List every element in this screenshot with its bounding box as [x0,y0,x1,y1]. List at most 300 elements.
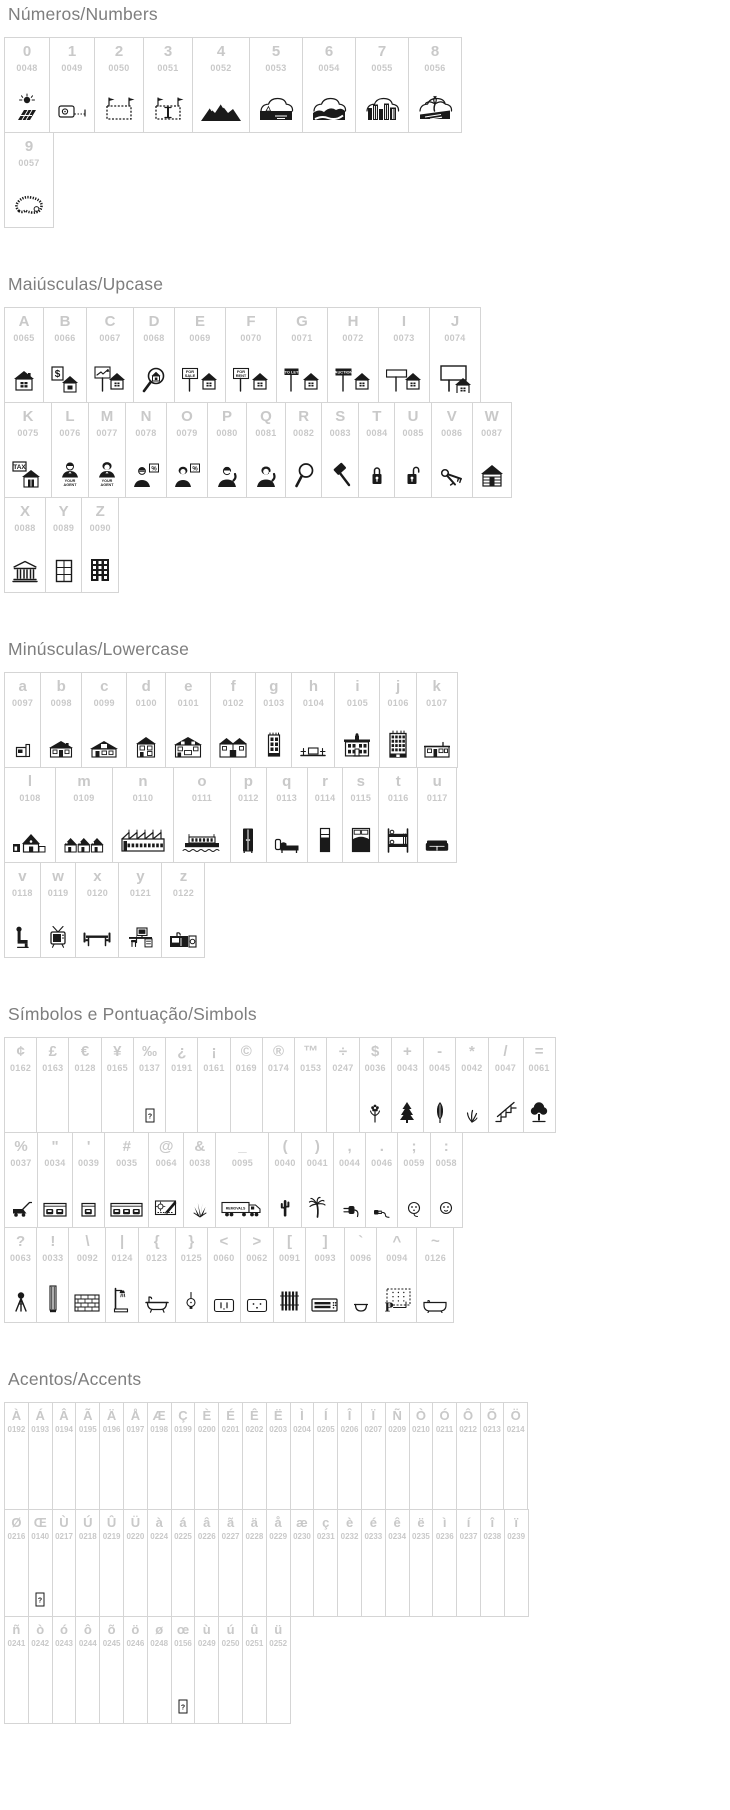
cell-character: v [18,868,27,885]
glyph-row [4,862,205,958]
glyph-cell [40,672,82,768]
glyph-cell [416,672,458,768]
cell-code: 0102 [222,697,244,708]
cell-character: \ [85,1233,90,1250]
cell-character: 8 [430,43,440,60]
cell-character: " [51,1138,59,1155]
glyph-cell [359,1037,392,1133]
cell-code: 0230 [293,1532,311,1542]
cell-character: z [179,868,188,885]
cell-code: 0045 [429,1062,451,1073]
for-rent-sign-house-icon [233,359,269,393]
cell-character: Z [95,503,105,520]
cell-code: 0043 [396,1062,419,1073]
cell-character: Ò [415,1408,426,1423]
glyph-cell [266,1616,291,1724]
glyph-cell [4,1037,37,1133]
glyph-cell [480,1509,505,1617]
svg-text:?: ? [38,1597,43,1605]
glyph-cell [52,1616,77,1724]
glyph-cell [361,1509,386,1617]
glyph-cell [4,307,44,403]
glyph-table [4,1037,726,1323]
cell-code: 0034 [44,1157,66,1168]
garage-triple-icon [110,1194,143,1218]
cell-code: 0103 [263,697,285,708]
cell-code: 0193 [31,1425,50,1435]
glyph-cell [99,1616,124,1724]
glyph-cell [416,1227,454,1323]
cell-character: È [202,1408,212,1423]
cell-code: 0036 [364,1062,386,1073]
agave-plant-icon [193,1192,207,1218]
cell-code: 0211 [435,1425,454,1435]
cell-character: ` [358,1233,364,1250]
glyph-cell [431,402,473,498]
cell-character: n [138,773,148,790]
glyph-row [4,307,481,403]
cell-code: 0074 [444,332,466,343]
cell-character: Œ [33,1515,47,1530]
glyph-cell [417,767,457,863]
price-sign-house-icon [51,358,79,393]
bank-building-icon [12,552,38,583]
armchair-icon [14,918,30,948]
cell-character: P [221,408,232,425]
cell-code: 0246 [126,1639,145,1649]
glyph-cell [147,1402,172,1510]
cell-code: 0098 [50,697,72,708]
glyph-cell [408,37,462,133]
duplex-house-icon [173,728,203,758]
glyph-cell [266,767,308,863]
cell-code: 0214 [506,1425,525,1435]
glyph-cell [148,1132,184,1228]
cell-code: 0238 [483,1532,502,1542]
picket-fence-icon [280,1281,299,1313]
cell-code: 0194 [55,1425,73,1435]
cell-code: 0118 [12,887,33,898]
glyph-cell [37,1132,73,1228]
glyph-cell [210,672,256,768]
cell-code: 0106 [387,697,409,708]
cell-character: / [503,1043,508,1060]
glyph-cell [273,1227,306,1323]
cell-character: . [379,1138,384,1155]
cell-code: 0205 [316,1425,335,1435]
house-icon [12,361,36,393]
cell-character: < [219,1233,229,1250]
missing-glyph-icon [145,1100,155,1123]
section-title: Números/Numbers [8,4,158,24]
cell-code: 0112 [238,792,259,803]
keys-icon [439,459,465,488]
glyph-cell [52,1402,77,1510]
cell-character: q [282,773,292,790]
cell-character: X [19,503,30,520]
glyph-cell [480,1402,505,1510]
parking-plan-icon [382,1280,411,1313]
glyph-cell [52,1509,77,1617]
cell-code: 0210 [412,1425,430,1435]
glyph-cell [276,307,328,403]
cell-code: 0062 [246,1252,268,1263]
cell-character: É [226,1408,235,1423]
cell-character: â [203,1515,211,1530]
glyph-cell [75,1402,100,1510]
bunk-bed-icon [386,819,410,853]
cell-code: 0111 [191,792,213,803]
missing-glyph-icon [35,1584,45,1607]
cell-character: ] [322,1233,328,1250]
cell-code: 0051 [157,62,179,73]
cell-code: 0234 [388,1532,407,1542]
glyph-cell [86,307,134,403]
billboard-house-icon [437,357,473,393]
cell-character: e [184,678,193,695]
cell-character: ® [272,1043,285,1060]
cell-code: 0140 [31,1532,50,1542]
cell-character: ‰ [142,1043,158,1060]
svg-text:AUCTION: AUCTION [335,369,353,375]
office-block-icon [388,722,408,758]
cell-code: 0219 [102,1532,121,1542]
cell-character: L [65,408,75,425]
cell-code: 0202 [245,1425,264,1435]
glyph-cell [355,37,409,133]
cell-code: 0048 [16,62,38,73]
section-upcase [4,274,726,593]
cell-character: ! [50,1233,56,1250]
cell-character: T [372,408,382,425]
cell-character: D [148,313,160,330]
cell-code: 0038 [189,1157,211,1168]
glyph-cell [268,1132,301,1228]
glyph-cell [242,1509,267,1617]
glyph-cell [432,1509,457,1617]
glyph-cell [197,1037,230,1133]
sofa-icon [425,830,449,853]
cell-character: U [407,408,419,425]
cell-character: d [141,678,151,695]
cell-character: ? [16,1233,26,1250]
cell-code: 0209 [388,1425,407,1435]
glyph-cell [455,1037,488,1133]
single-bed-icon [319,819,331,853]
cell-character: s [356,773,365,790]
svg-text:FOR: FOR [185,369,195,374]
glyph-row [4,497,119,593]
glyph-cell [94,37,144,133]
cell-character: j [396,678,401,695]
cell-character: [ [287,1233,293,1250]
cell-character: Á [35,1408,45,1423]
cell-code: 0052 [210,62,232,73]
glyph-cell [218,1402,243,1510]
glyph-cell [337,1509,362,1617]
glyph-cell [523,1037,556,1133]
glyph-cell [313,1509,338,1617]
glyph-cell [294,1037,327,1133]
glyph-cell [456,1509,481,1617]
glyph-cell [262,1037,295,1133]
outlet-slots-icon [213,1290,235,1313]
apartment-block-icon [89,549,111,583]
glyph-cell [165,1037,198,1133]
glyph-cell [118,862,162,958]
cell-character: æ [296,1515,308,1530]
glyph-cell [432,1402,456,1510]
cell-code: 0239 [507,1532,526,1542]
cell-character: £ [48,1043,58,1060]
cell-code: 0161 [203,1062,225,1073]
cell-character: è [345,1515,354,1530]
kitchen-sink-icon [169,922,197,948]
cell-code: 0213 [483,1425,501,1435]
cell-code: 0049 [61,62,83,73]
cell-code: 0066 [54,332,76,343]
cell-code: 0217 [55,1532,73,1542]
glyph-cell [225,307,277,403]
glyph-cell [194,1616,219,1724]
glyph-cell [327,307,379,403]
cell-character: + [403,1043,412,1060]
glyph-cell [4,497,46,593]
gavel-icon [329,454,351,488]
glyph-cell [72,1132,105,1228]
cell-code: 0071 [291,332,313,343]
svg-text:TAX: TAX [13,464,26,471]
glyph-cell [409,1509,434,1617]
cell-character: Ü [130,1515,141,1530]
outlet-dots-icon [246,1290,268,1313]
cell-character: = [534,1043,544,1060]
cell-code: 0058 [435,1157,457,1168]
school-building-icon [342,724,372,758]
glyph-row [4,767,457,863]
glyph-cell [133,307,175,403]
missing-glyph-icon [178,1691,188,1714]
glyph-cell [123,1616,148,1724]
glyph-cell [361,1402,386,1510]
cell-character: k [432,678,441,695]
glyph-cell [75,1616,100,1724]
cell-code: 0114 [314,792,336,803]
cell-code: 0203 [269,1425,288,1435]
glyph-row [4,1227,454,1323]
cell-character: Ö [510,1408,521,1423]
lock-closed-icon [370,456,384,488]
small-house-icon [15,734,31,758]
townhouse-icon [266,724,282,758]
cell-code: 0081 [255,427,277,438]
glyph-cell [334,672,380,768]
cell-code: 0232 [340,1532,359,1542]
cell-code: 0105 [346,697,369,708]
cell-code: 0200 [197,1425,216,1435]
cell-code: 0085 [402,427,424,438]
cell-character: g [269,678,279,695]
cell-code: 0093 [314,1252,336,1263]
cell-character: ñ [12,1622,21,1637]
cell-character: ¡ [211,1043,217,1060]
cell-character: K [22,408,34,425]
cell-code: 0068 [143,332,165,343]
glyph-row [4,672,458,768]
cell-code: 0100 [135,697,157,708]
glyph-cell [430,1132,463,1228]
glyph-cell [230,1037,263,1133]
log-cabin-icon [480,456,504,488]
cactus-icon [280,1190,290,1218]
glyph-row [4,402,512,498]
cell-code: 0156 [174,1639,192,1649]
cell-character: À [11,1408,22,1423]
cell-character: ' [86,1138,91,1155]
cell-code: 0113 [276,792,298,803]
cell-code: 0236 [435,1532,454,1542]
lake-boat-icon [257,87,295,123]
cell-character: Ó [439,1408,450,1423]
cell-code: 0243 [55,1639,73,1649]
glyph-cell [266,1402,291,1510]
cell-character: ü [274,1622,283,1637]
cell-character: E [194,313,205,330]
cell-character: Å [130,1408,141,1423]
cell-character: û [250,1622,259,1637]
glyph-cell [171,1616,196,1724]
cell-code: 0119 [47,887,69,898]
flower-icon [368,1095,382,1123]
cell-code: 0137 [138,1062,161,1073]
cell-code: 0063 [10,1252,32,1263]
cell-code: 0245 [102,1639,121,1649]
glyph-cell [321,402,359,498]
cell-character: ù [202,1622,211,1637]
cell-character: : [443,1138,449,1155]
leafy-tree-icon [530,1093,548,1123]
cell-character: ì [442,1515,447,1530]
magnifier-icon [294,454,314,488]
glyph-cell [285,402,322,498]
cell-character: Õ [486,1408,497,1423]
cell-code: 0041 [306,1157,328,1168]
glyph-cell [409,1402,434,1510]
cell-code: 0197 [126,1425,145,1435]
glyph-cell [307,767,344,863]
cell-character: 0 [22,43,32,60]
glyph-cell [49,37,95,133]
cell-character: ú [226,1622,235,1637]
cell-character: H [347,313,359,330]
magnifier-house-icon [141,358,167,393]
glyph-row [4,1509,529,1617]
cell-character: f [230,678,236,695]
cell-character: Ú [83,1515,93,1530]
cell-code: 0086 [441,427,463,438]
cell-code: 0065 [13,332,35,343]
svg-text:$: $ [54,369,61,380]
glyph-cell [81,672,127,768]
glyph-cell [230,767,267,863]
cell-code: 0073 [393,332,415,343]
glyph-cell [68,1037,101,1133]
cell-code: 0096 [350,1252,372,1263]
cell-character: ~ [431,1233,440,1250]
cell-code: 0204 [293,1425,311,1435]
cell-character: à [155,1515,163,1530]
glyph-cell [192,37,250,133]
glyph-table [4,1402,726,1724]
cell-code: 0061 [528,1062,550,1073]
tropical-beach-icon [416,87,454,123]
svg-text:YOUR: YOUR [64,478,76,483]
cell-character: > [252,1233,262,1250]
cell-character: | [119,1233,125,1250]
glyph-cell [28,1616,53,1724]
section-symbols [4,1004,726,1323]
bathtub-top-icon [422,1291,448,1313]
glyph-cell [290,1509,315,1617]
cell-character: - [437,1043,443,1060]
cell-character: O [181,408,193,425]
cell-character: Y [58,503,69,520]
bathtub-side-icon [144,1287,170,1313]
cell-code: 0042 [461,1062,483,1073]
cell-code: 0108 [19,792,41,803]
glyph-cell [112,767,174,863]
to-let-sign-house-icon [284,359,320,393]
cell-code: 0059 [403,1157,425,1168]
cell-character: ë [417,1515,425,1530]
cell-character: B [59,313,71,330]
glyph-cell [105,1227,138,1323]
cell-character: ö [131,1622,140,1637]
glyph-cell [4,1509,29,1617]
cell-character: R [298,408,310,425]
cell-character: õ [107,1622,116,1637]
cell-character: å [274,1515,282,1530]
mountains-icon [200,91,242,123]
swimming-pool-icon [12,182,46,218]
cell-character: t [395,773,401,790]
glyph-cell [266,1509,291,1617]
cell-character: 2 [114,43,124,60]
glyph-cell [379,672,416,768]
cell-character: i [355,678,360,695]
svg-text:YOUR: YOUR [101,478,113,483]
glyph-row [4,1402,528,1510]
glyph-cell [166,402,208,498]
cell-character: Î [347,1408,352,1423]
cell-code: 0195 [78,1425,97,1435]
cell-code: 0075 [17,427,39,438]
glyph-cell [143,37,193,133]
glyph-cell [123,1509,148,1617]
cell-code: 0097 [12,697,34,708]
glyph-cell [255,672,292,768]
cell-code: 0076 [59,427,81,438]
cell-character: á [179,1515,187,1530]
cell-character: ( [282,1138,288,1155]
cell-character: x [93,868,102,885]
glyph-cell [147,1616,172,1724]
section-lowercase [4,639,726,958]
cell-character: î [490,1515,495,1530]
computer-desk-icon [126,918,154,948]
shop-building-icon [424,733,450,758]
glyph-cell [55,767,113,863]
